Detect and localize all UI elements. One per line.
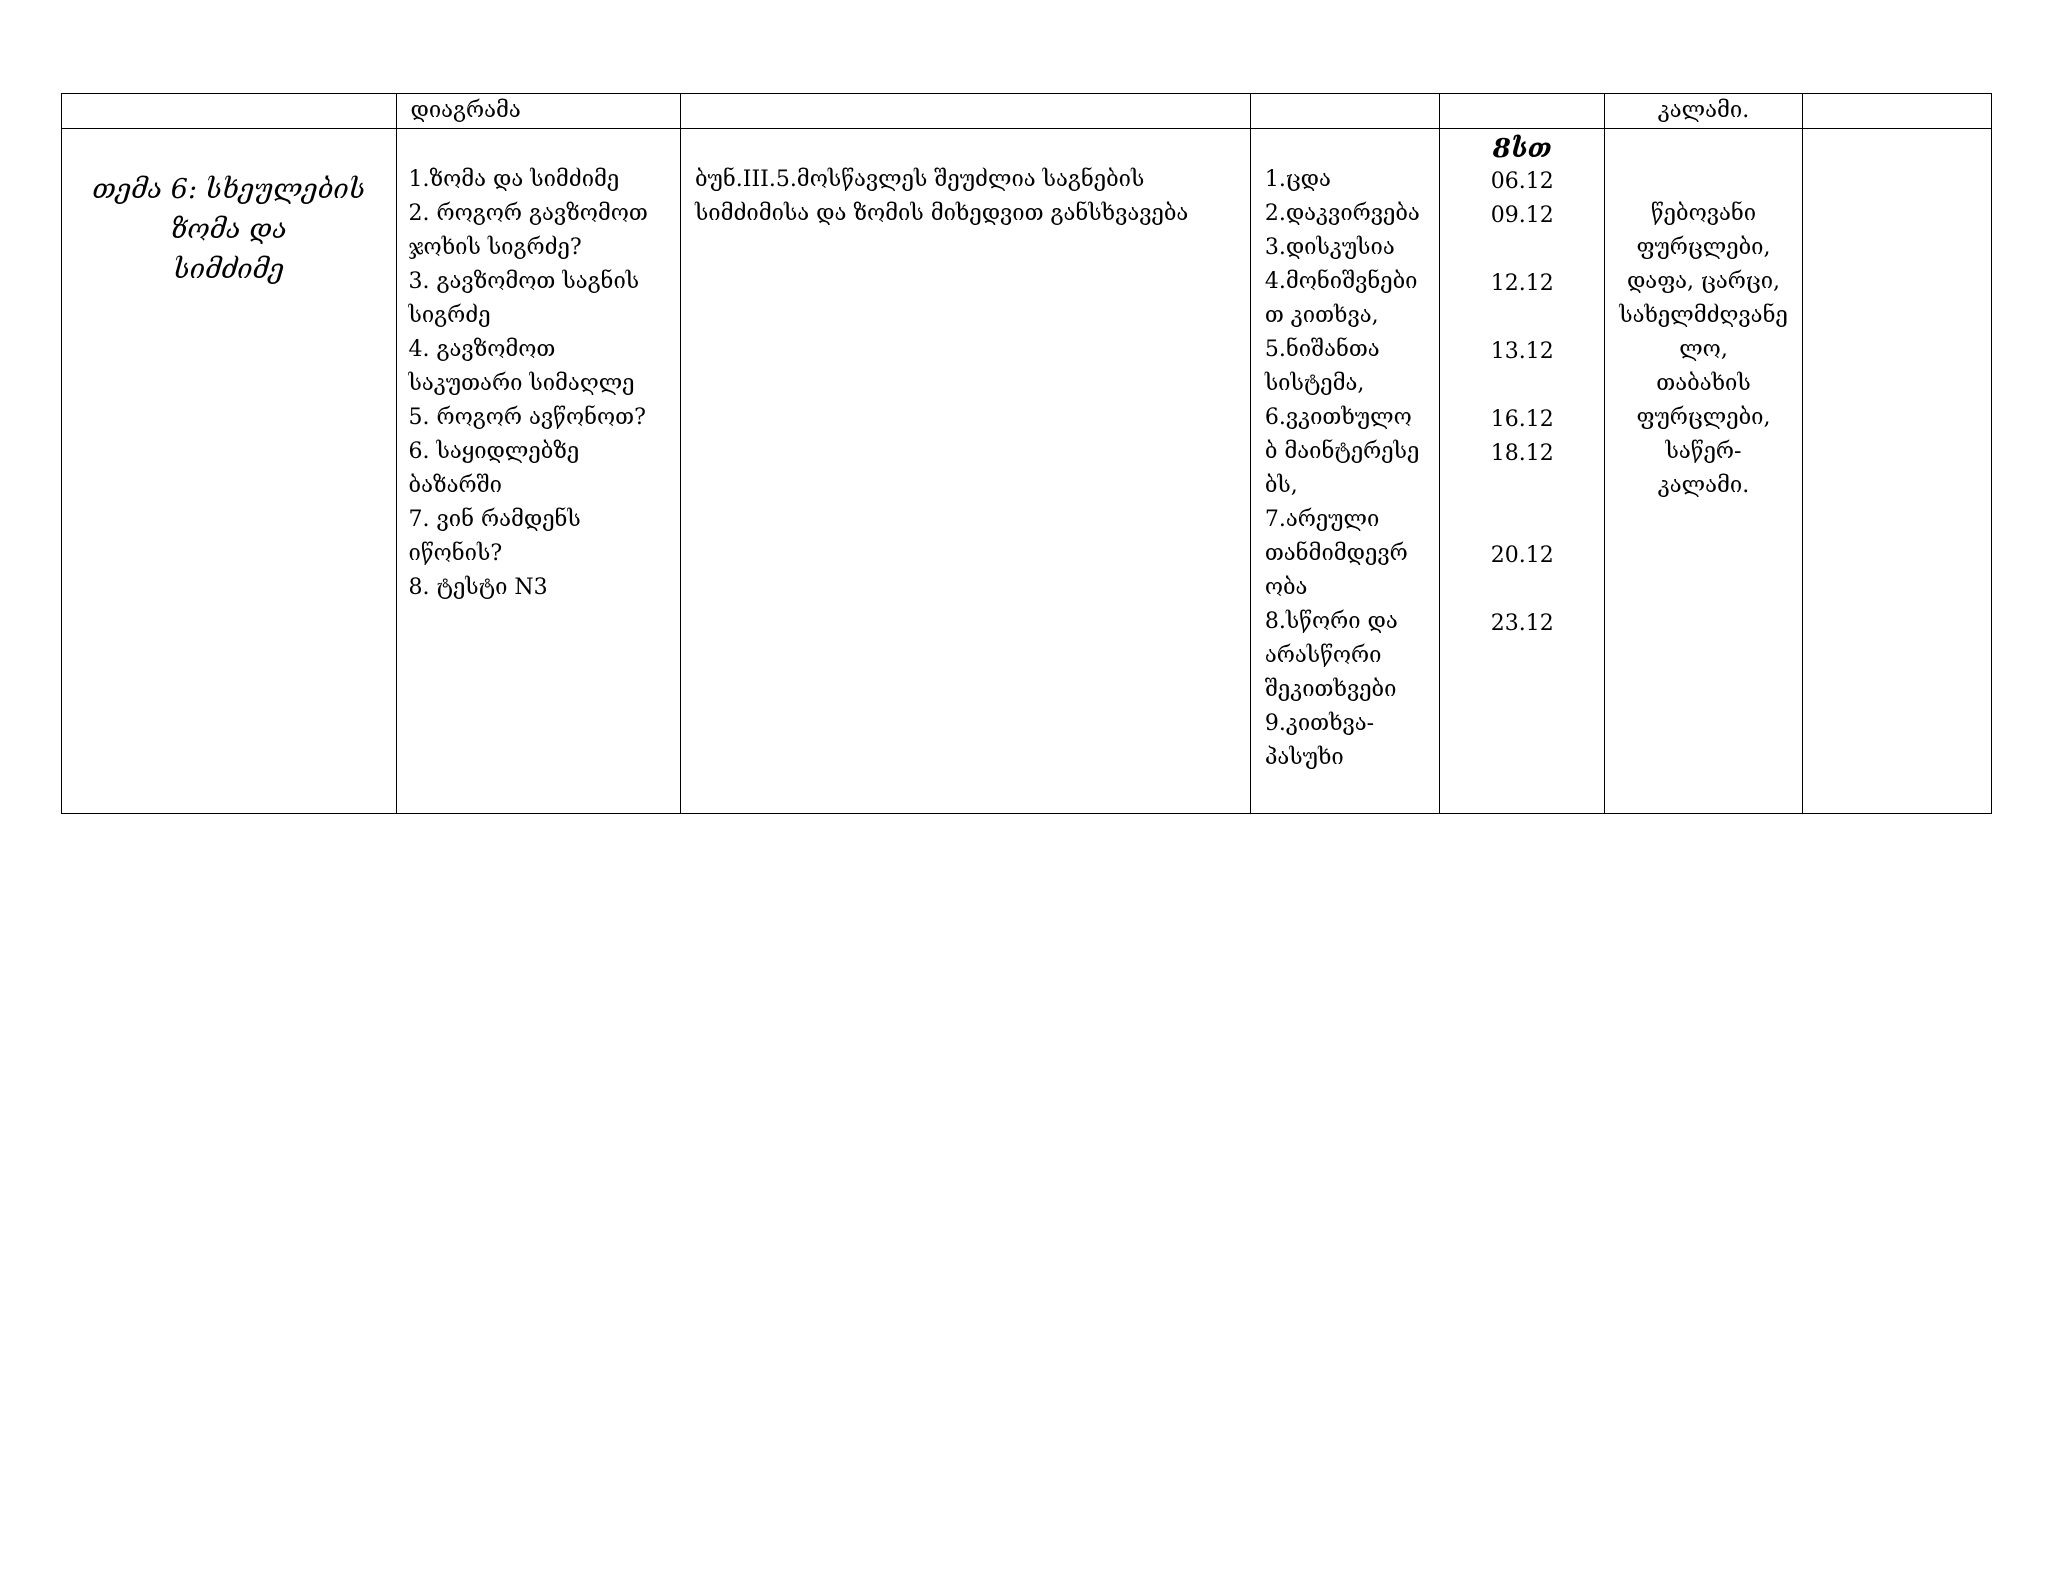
list-item: თ კითხვა,: [1264, 303, 1379, 328]
list-item: 2.დაკვირვება: [1264, 201, 1420, 226]
hours-label: 8სთ: [1492, 134, 1552, 164]
list-item: კალამი.: [1657, 473, 1750, 498]
list-item: სახელმძღვანე: [1619, 303, 1788, 328]
table-row-topic-6: [62, 129, 1992, 814]
list-item: 3. გავზომოთ საგნის: [408, 269, 640, 294]
date-item: 16.12: [1490, 407, 1554, 432]
dates-column: [1440, 129, 1604, 813]
list-item: 6. საყიდლებზე: [408, 439, 580, 464]
date-item: 06.12: [1490, 169, 1554, 194]
list-item: თაბახის: [1656, 371, 1751, 396]
date-item: 20.12: [1490, 543, 1554, 568]
cell-topic: [62, 129, 397, 814]
topic-title: თემა 6: სხეულების ზომა და სიმძიმე: [92, 174, 366, 285]
list-item: თანმიმდევრ: [1264, 541, 1408, 566]
list-item: პასუხი: [1264, 745, 1344, 770]
list-item: 2. როგორ გავზომოთ: [408, 201, 648, 226]
list-item: ფურცლები,: [1636, 405, 1771, 430]
cell-lessons-top: [396, 94, 680, 129]
list-item: არასწორი: [1264, 643, 1382, 668]
list-item: დაფა, ცარცი,: [1626, 269, 1781, 294]
cell-dates-top: [1440, 94, 1605, 129]
list-item: 1.ცდა: [1264, 167, 1331, 192]
list-item: ლო,: [1679, 337, 1728, 362]
list-item: წებოვანი: [1650, 201, 1757, 226]
lessons-list: [397, 129, 680, 605]
date-item: 09.12: [1490, 203, 1554, 228]
date-item: 13.12: [1490, 339, 1554, 364]
list-item: 4. გავზომოთ: [408, 337, 556, 362]
list-item: 3.დისკუსია: [1264, 235, 1395, 260]
resources-list: [1605, 129, 1801, 503]
continuation-text-pen: კალამი.: [1657, 98, 1750, 123]
list-item: 1.ზომა და სიმძიმე: [408, 167, 620, 192]
cell-topic-top: [62, 94, 397, 129]
cell-lessons: [396, 129, 680, 814]
list-item: ბ მაინტერესე: [1264, 439, 1420, 464]
date-item: 23.12: [1490, 611, 1554, 636]
cell-methods-top: [1250, 94, 1439, 129]
list-item: საკუთარი სიმაღლე: [408, 371, 635, 396]
list-item: 7. ვინ რამდენს: [408, 507, 581, 532]
list-item: 6.ვკითხულო: [1264, 405, 1412, 430]
cell-resources-top: [1605, 94, 1802, 129]
list-item: საწერ-: [1665, 439, 1742, 464]
list-item: 5.ნიშანთა: [1264, 337, 1380, 362]
methods-list: [1251, 129, 1439, 775]
table-row-continuation: [62, 94, 1992, 129]
cell-standard: [680, 129, 1250, 814]
list-item: 5. როგორ ავწონოთ?: [408, 405, 646, 430]
list-item: ჯოხის სიგრძე?: [408, 235, 582, 260]
list-item: 8.სწორი და: [1264, 609, 1398, 634]
list-item: იწონის?: [408, 541, 503, 566]
cell-dates: [1440, 129, 1605, 814]
cell-standard-top: [680, 94, 1250, 129]
cell-resources: [1605, 129, 1802, 814]
list-item: ბაზარში: [408, 473, 502, 498]
cell-notes-top: [1802, 94, 1991, 129]
list-item: 8. ტესტი N3: [408, 575, 548, 600]
list-item: ფურცლები,: [1636, 235, 1771, 260]
list-item: სისტემა,: [1264, 371, 1365, 396]
list-item: 4.მონიშვნები: [1264, 269, 1418, 294]
list-item: 9.კითხვა-: [1264, 711, 1375, 736]
standard-text: ბუნ.III.5.მოსწავლეს შეუძლია საგნების სიმძიმისა და ზომის მიხედვით განსხვავება: [694, 167, 1189, 226]
cell-methods: [1250, 129, 1439, 814]
date-item: 18.12: [1490, 441, 1554, 466]
list-item: შეკითხვები: [1264, 677, 1397, 702]
lesson-plan-table: [61, 93, 1992, 814]
list-item: სიგრძე: [408, 303, 491, 328]
date-item: 12.12: [1490, 271, 1554, 296]
list-item: ბს,: [1264, 473, 1298, 498]
list-item: ობა: [1264, 575, 1308, 600]
cell-notes: [1802, 129, 1991, 814]
continuation-text-diagram: დიაგრამა: [410, 98, 521, 123]
list-item: 7.არეული: [1264, 507, 1380, 532]
